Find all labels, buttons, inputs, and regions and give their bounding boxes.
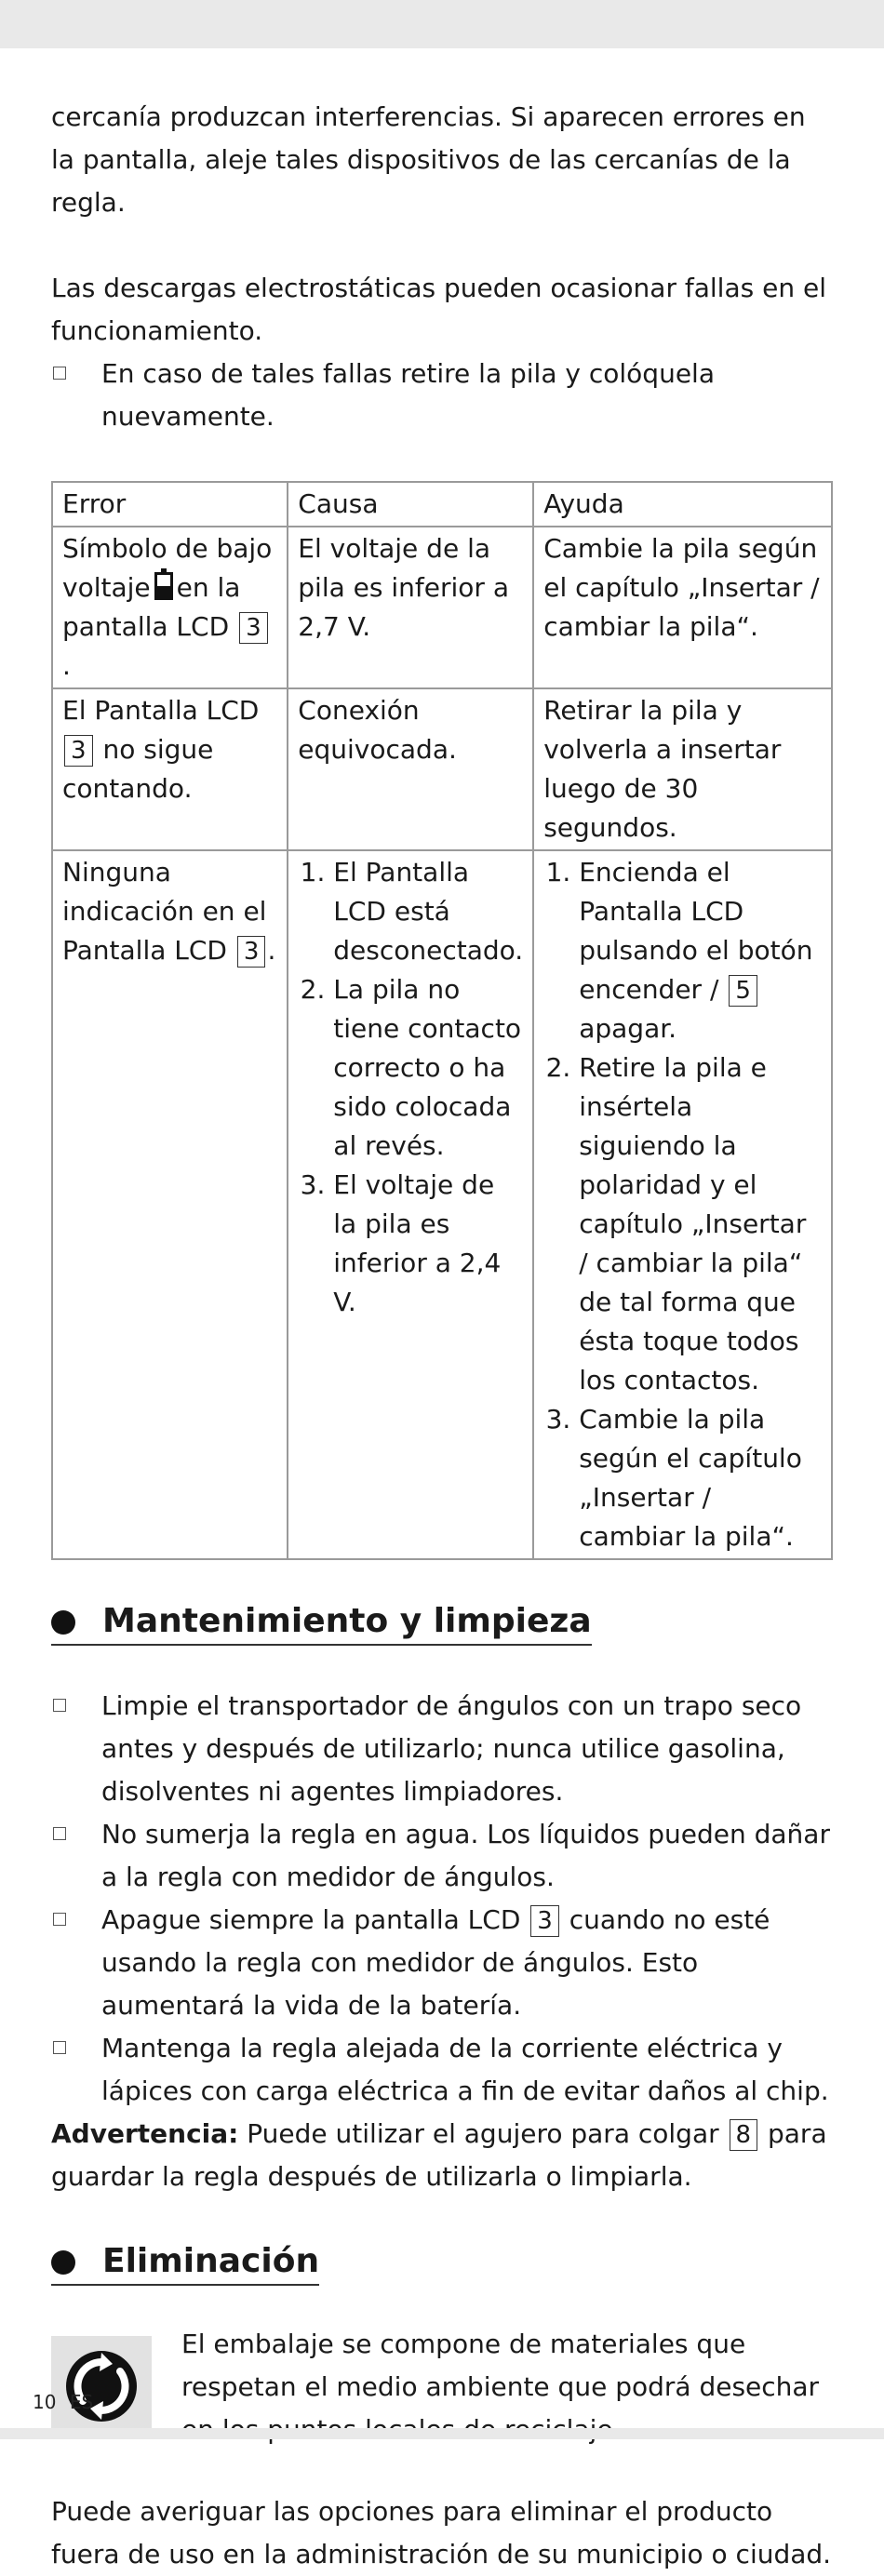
row1-error-end: . — [62, 650, 71, 681]
maintenance-heading — [51, 1599, 592, 1646]
row1-error-text-a: Símbolo de bajo voltaje — [62, 533, 273, 603]
bullet-square-icon — [53, 2041, 66, 2054]
ref-box: 8 — [730, 2119, 758, 2151]
list-item: 3. El voltaje de la pila es inferior a 2,4 V. — [333, 1166, 523, 1322]
warning-text-a: Puede utilizar el agujero para colgar — [247, 2118, 719, 2149]
list-item: 2. Retire la pila e insértela siguiendo la polaridad y el capítulo „Insertar / cambiar la pila“ de tal forma que ésta toque todos los contactos. — [579, 1048, 822, 1400]
heading-bullet-icon — [51, 2250, 75, 2275]
maintenance-title: Mantenimiento y limpieza — [102, 1602, 592, 1640]
intro-bullet — [51, 353, 833, 438]
help-list — [543, 853, 822, 1556]
bullet-square-icon — [53, 1827, 66, 1840]
page-number: 10 — [33, 2391, 57, 2413]
table-row — [52, 527, 832, 688]
ref-box: 3 — [64, 735, 93, 767]
ref-box: 3 — [530, 1905, 559, 1937]
disposal-heading-wrap — [51, 2239, 833, 2286]
heading-bullet-icon — [51, 1610, 75, 1635]
bullet-square-icon — [53, 367, 66, 380]
row1-error-text-b: en la pantalla LCD — [62, 572, 241, 642]
warning-paragraph — [51, 2113, 833, 2198]
troubleshooting-table — [51, 481, 833, 1560]
disposal-paragraph: Puede averiguar las opciones para eliminar el producto fuera de uso en la administración de su municipio o ciudad. — [51, 2496, 832, 2569]
language-code: ES — [69, 2391, 94, 2413]
cause-list — [298, 853, 523, 1322]
maintenance-item-text: cuando no esté usando la regla con medidor de ángulos. Esto aumentará la vida de la batería. — [101, 1904, 770, 2021]
disposal-heading — [51, 2239, 319, 2286]
maintenance-item-text: Apague siempre la pantalla LCD — [101, 1904, 521, 1935]
help1-text-b: apagar. — [579, 1013, 677, 1044]
ref-box: 3 — [239, 612, 268, 644]
row2-cause: Conexión equivocada. — [288, 688, 533, 850]
list-item: 3. Cambie la pila según el capítulo „Insertar / cambiar la pila“. — [579, 1400, 822, 1556]
list-item — [51, 1813, 833, 1899]
list-item: 2. La pila no tiene contacto correcto o ha sido colocada al revés. — [333, 970, 523, 1166]
row1-help: Cambie la pila según el capítulo „Insertar / cambiar la pila“. — [533, 527, 832, 688]
list-item — [51, 1685, 833, 1813]
help1-text-a: Encienda el Pantalla LCD pulsando el botón encender / — [579, 857, 813, 1005]
bottom-margin-bar — [0, 2428, 884, 2439]
intro-paragraph-1: cercanía produzcan interferencias. Si aparecen errores en la pantalla, aleje tales dispositivos de las cercanías de la regla. — [51, 101, 806, 218]
header-help: Ayuda — [533, 482, 832, 527]
recycle-text: El embalaje se compone de materiales que respetan el medio ambiente que podrá desechar — [181, 2329, 820, 2402]
warning-label: Advertencia: — [51, 2118, 239, 2149]
header-error: Error — [52, 482, 288, 527]
low-battery-icon — [154, 572, 173, 600]
ref-box: 5 — [729, 975, 757, 1007]
row3-cause — [288, 850, 533, 1559]
page-footer — [33, 2388, 93, 2416]
table-row — [52, 850, 832, 1559]
row2-help: Retirar la pila y volverla a insertar luego de 30 segundos. — [533, 688, 832, 850]
ref-box: 3 — [237, 936, 266, 968]
bullet-square-icon — [53, 1913, 66, 1926]
top-margin-bar — [0, 0, 884, 48]
list-item — [579, 853, 822, 1048]
row3-help — [533, 850, 832, 1559]
table-row — [52, 688, 832, 850]
green-dot-recycle-icon — [51, 2336, 152, 2436]
bullet-square-icon — [53, 1699, 66, 1712]
warning-text-b: para guardar la regla después de utilizarla o limpiarla. — [51, 2118, 827, 2192]
row3-error-text: Ninguna indicación en el Pantalla LCD — [62, 857, 267, 966]
list-item: 1. El Pantalla LCD está desconectado. — [333, 853, 523, 970]
disposal-title: Eliminación — [102, 2242, 320, 2280]
header-cause: Causa — [288, 482, 533, 527]
maintenance-list — [51, 1685, 833, 2198]
list-item — [51, 2027, 833, 2113]
row3-error — [52, 850, 288, 1559]
row3-error-end: . — [267, 935, 276, 966]
list-item — [51, 1899, 833, 2027]
maintenance-heading-wrap — [51, 1599, 833, 1646]
intro-bullet-text: En caso de tales fallas retire la pila y colóquela nuevamente. — [101, 358, 715, 432]
maintenance-item-text: No sumerja la regla en agua. Los líquidos pueden dañar a la regla con medidor de ángulos. — [101, 1819, 830, 1892]
maintenance-item-text: Limpie el transportador de ángulos con un trapo seco antes y después de utilizarlo; nunca utilice gasolina, disolventes ni agentes limpiadores. — [101, 1690, 802, 1807]
row1-cause: El voltaje de la pila es inferior a 2,7 V. — [288, 527, 533, 688]
row2-error — [52, 688, 288, 850]
row2-error-text-b: no sigue contando. — [62, 734, 214, 804]
maintenance-item-text: Mantenga la regla alejada de la corriente eléctrica y lápices con carga eléctrica a fin de evitar daños al chip. — [101, 2033, 829, 2106]
page-content — [51, 96, 833, 2576]
row1-error — [52, 527, 288, 688]
table-header-row — [52, 482, 832, 527]
row2-error-text-a: El Pantalla LCD — [62, 695, 260, 726]
intro-paragraph-2: Las descargas electrostáticas pueden ocasionar fallas en el funcionamiento. — [51, 273, 826, 346]
